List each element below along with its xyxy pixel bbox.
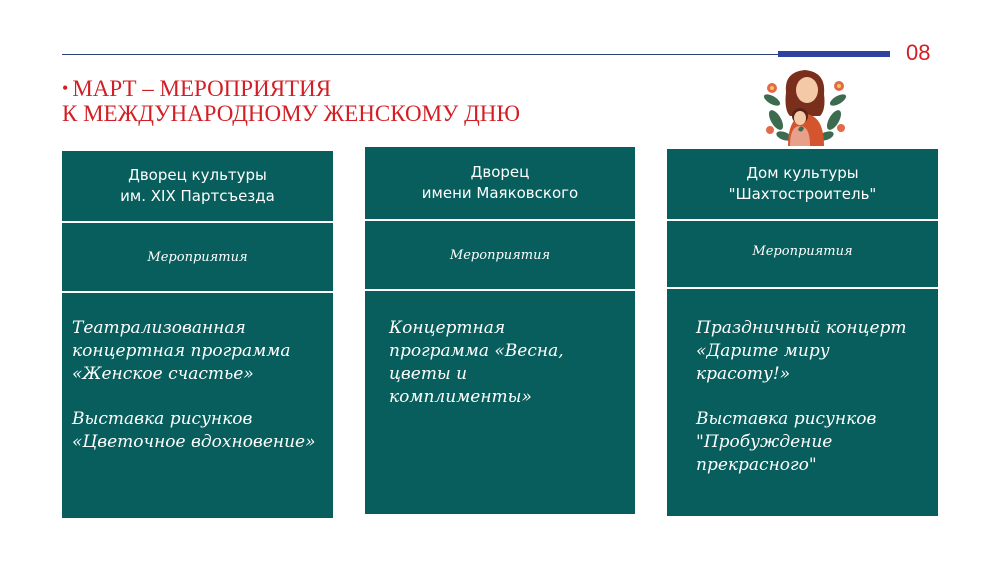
event-item: Концертная программа «Весна, цветы и комплименты» — [389, 318, 564, 407]
column-events — [72, 317, 325, 476]
event-item: Праздничный концерт «Дарите миру красоту!» — [696, 318, 907, 384]
event-item: Выставка рисунков "Пробуждение прекрасного" — [696, 409, 877, 475]
event-item: Театрализованная концертная программа «Женское счастье» — [72, 318, 291, 384]
column-heading: Дом культуры "Шахтостроитель" — [728, 164, 877, 203]
event-item: Выставка рисунков «Цветочное вдохновение» — [72, 409, 316, 452]
divider — [62, 291, 333, 293]
column-subheading: Мероприятия — [147, 249, 248, 265]
column-subheading: Мероприятия — [449, 247, 551, 263]
column-heading: Дворец культуры им. XIX Партсъезда — [120, 166, 275, 205]
title-line-1: • МАРТ – МЕРОПРИЯТИЯ — [62, 76, 332, 101]
column-subheading: Мероприятия — [752, 243, 853, 259]
page-number: 08 — [906, 40, 931, 65]
mother-and-child-illustration-icon — [762, 60, 848, 146]
column-dk-xix-partsezda — [62, 151, 333, 518]
column-events — [696, 317, 930, 499]
title-line-2: К МЕЖДУНАРОДНОМУ ЖЕНСКОМУ ДНЮ — [62, 101, 521, 126]
column-dvorets-mayakovskogo — [365, 147, 635, 514]
column-heading: Дворец имени Маяковского — [421, 163, 579, 202]
divider — [667, 287, 938, 289]
column-events — [389, 317, 627, 431]
divider — [365, 289, 635, 291]
column-dk-shakhtostroitel — [667, 149, 938, 516]
header-rule — [62, 54, 778, 55]
title-bullet: • — [62, 78, 69, 98]
page-title — [62, 76, 520, 126]
header-accent-bar — [778, 51, 890, 57]
